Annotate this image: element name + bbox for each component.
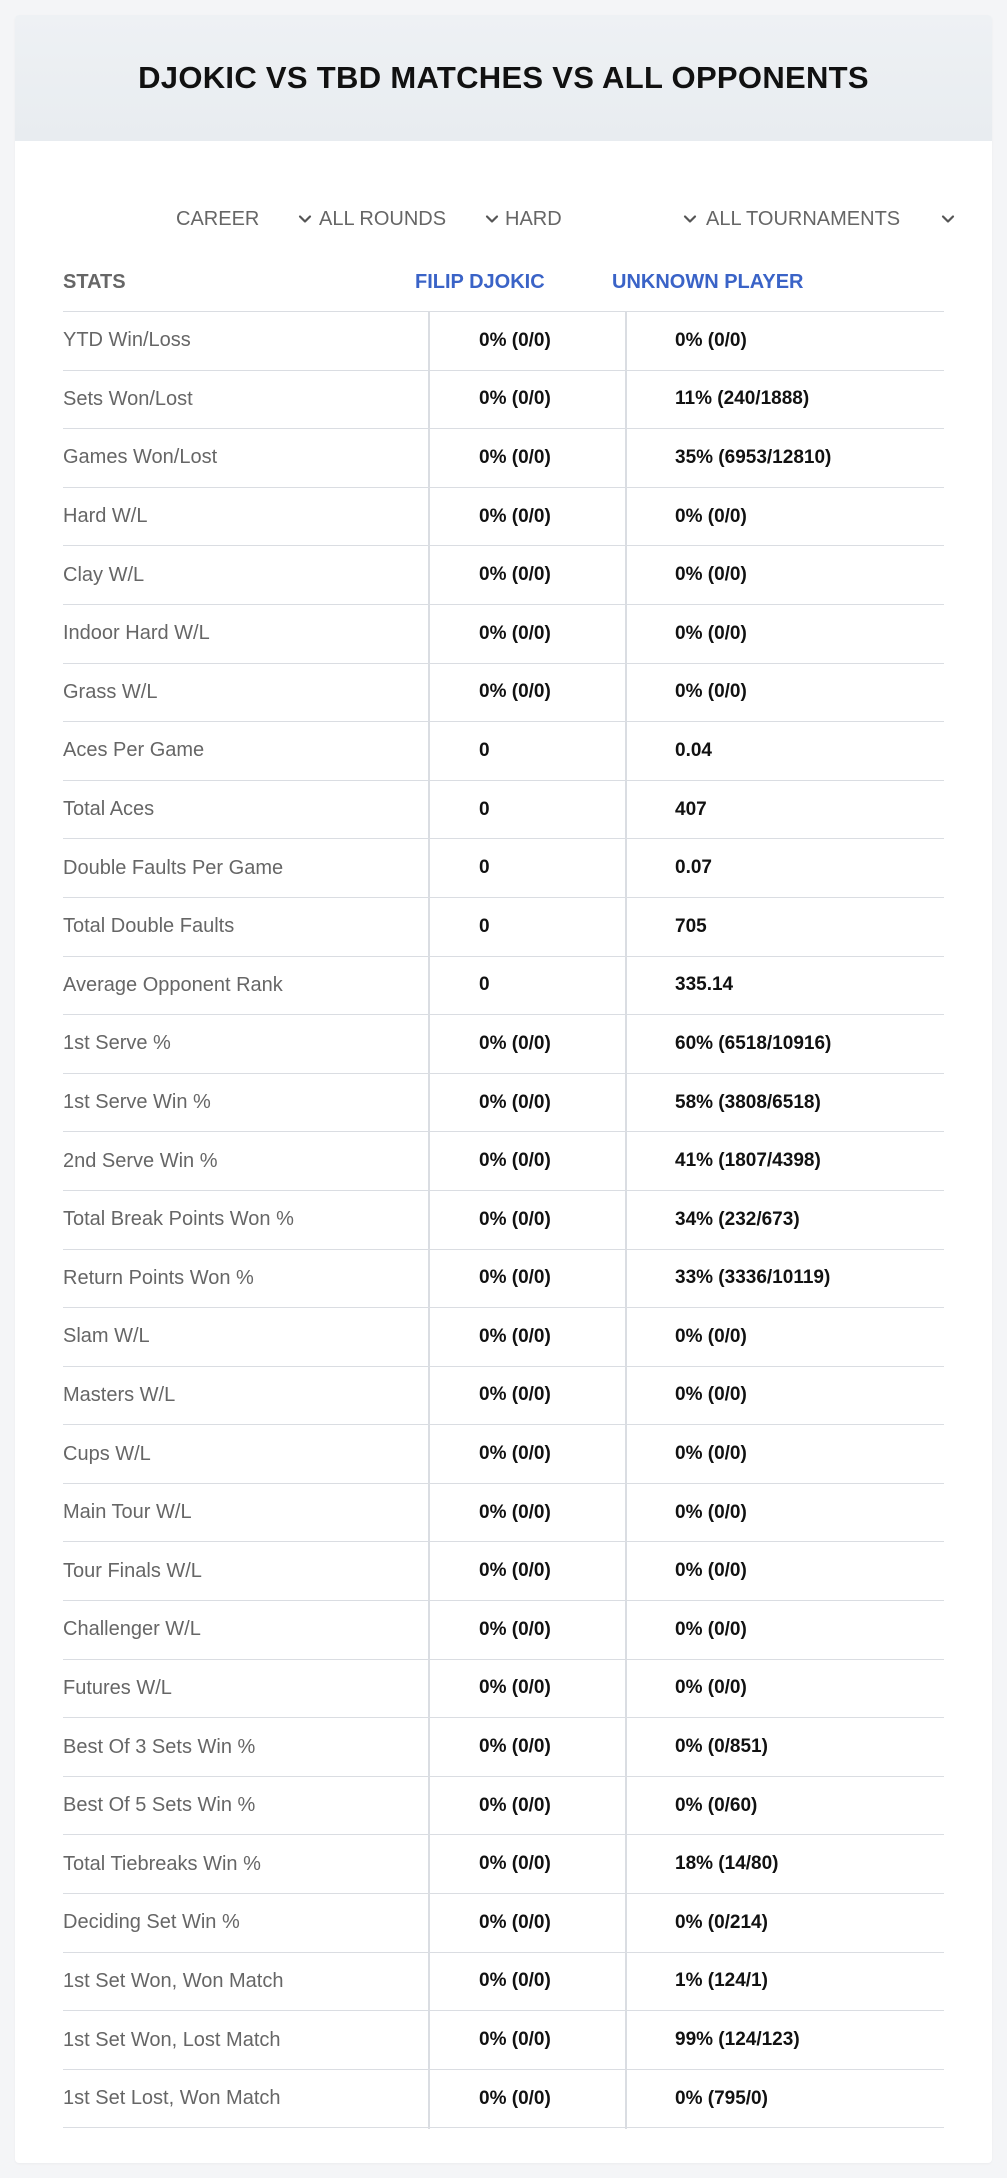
table-row bbox=[63, 1015, 944, 1074]
player1-value: 0% (0/0) bbox=[479, 1150, 551, 1172]
player1-value: 0% (0/0) bbox=[479, 1501, 551, 1523]
stat-label: Challenger W/L bbox=[63, 1618, 201, 1641]
column-divider bbox=[625, 1308, 627, 1367]
player1-value: 0% (0/0) bbox=[479, 1736, 551, 1758]
player2-value: 41% (1807/4398) bbox=[675, 1150, 821, 1172]
column-divider bbox=[428, 1308, 430, 1367]
page-title: DJOKIC VS TBD MATCHES VS ALL OPPONENTS bbox=[138, 60, 869, 95]
table-row bbox=[63, 1601, 944, 1660]
player2-value: 0% (0/0) bbox=[675, 1325, 747, 1347]
column-divider bbox=[625, 429, 627, 488]
stat-label: Masters W/L bbox=[63, 1383, 176, 1406]
table-row bbox=[63, 1367, 944, 1426]
column-divider bbox=[428, 1191, 430, 1250]
column-divider bbox=[428, 429, 430, 488]
player2-value: 0% (795/0) bbox=[675, 2087, 768, 2109]
stat-label: Slam W/L bbox=[63, 1325, 150, 1348]
stat-label: 1st Set Lost, Won Match bbox=[63, 2087, 281, 2110]
player2-value: 0% (0/214) bbox=[675, 1911, 768, 1933]
stats-card bbox=[15, 15, 992, 2163]
player1-value: 0% (0/0) bbox=[479, 2087, 551, 2109]
player2-value: 0% (0/60) bbox=[675, 1794, 758, 1816]
column-divider bbox=[428, 722, 430, 781]
stat-label: Best Of 5 Sets Win % bbox=[63, 1794, 256, 1817]
column-divider bbox=[625, 1191, 627, 1250]
player1-value: 0% (0/0) bbox=[479, 505, 551, 527]
column-divider bbox=[428, 1835, 430, 1894]
player2-value: 18% (14/80) bbox=[675, 1853, 779, 1875]
column-divider bbox=[625, 1601, 627, 1660]
player1-value: 0% (0/0) bbox=[479, 1267, 551, 1289]
player1-value: 0% (0/0) bbox=[479, 681, 551, 703]
column-divider bbox=[428, 1484, 430, 1543]
player1-value: 0% (0/0) bbox=[479, 1091, 551, 1113]
player1-value: 0 bbox=[479, 915, 490, 937]
chevron-down-icon bbox=[941, 212, 955, 226]
player2-value: 0% (0/0) bbox=[675, 681, 747, 703]
table-row bbox=[63, 781, 944, 840]
player1-value: 0 bbox=[479, 857, 490, 879]
player1-value: 0% (0/0) bbox=[479, 1970, 551, 1992]
stat-label: Main Tour W/L bbox=[63, 1501, 192, 1524]
player2-value: 33% (3336/10119) bbox=[675, 1267, 831, 1289]
player2-value: 11% (240/1888) bbox=[675, 388, 810, 410]
player1-value: 0% (0/0) bbox=[479, 446, 551, 468]
table-row bbox=[63, 1308, 944, 1367]
player1-value: 0% (0/0) bbox=[479, 564, 551, 586]
player2-value: 60% (6518/10916) bbox=[675, 1032, 832, 1054]
column-divider bbox=[625, 1894, 627, 1953]
player1-value: 0% (0/0) bbox=[479, 1618, 551, 1640]
player2-value: 0% (0/0) bbox=[675, 564, 747, 586]
table-row bbox=[63, 2070, 944, 2129]
stat-label: 1st Set Won, Lost Match bbox=[63, 2028, 281, 2051]
player2-value: 0.04 bbox=[675, 739, 712, 761]
surface-select[interactable] bbox=[505, 191, 697, 247]
player1-value: 0% (0/0) bbox=[479, 1911, 551, 1933]
stat-label: Indoor Hard W/L bbox=[63, 622, 210, 645]
table-row bbox=[63, 664, 944, 723]
player2-value: 58% (3808/6518) bbox=[675, 1091, 821, 1113]
column-divider bbox=[428, 1542, 430, 1601]
column-divider bbox=[428, 1250, 430, 1309]
stat-label: Deciding Set Win % bbox=[63, 1911, 240, 1934]
column-divider bbox=[625, 1953, 627, 2012]
player1-value: 0% (0/0) bbox=[479, 1560, 551, 1582]
column-divider bbox=[625, 1015, 627, 1074]
stat-label: Aces Per Game bbox=[63, 739, 205, 762]
column-divider bbox=[428, 1132, 430, 1191]
column-divider bbox=[625, 2011, 627, 2070]
player2-value: 0% (0/0) bbox=[675, 505, 747, 527]
stat-label: Hard W/L bbox=[63, 505, 148, 528]
player1-value: 0% (0/0) bbox=[479, 1443, 551, 1465]
stats-table bbox=[63, 253, 944, 2128]
column-divider bbox=[428, 2070, 430, 2129]
player2-value: 0% (0/0) bbox=[675, 1501, 747, 1523]
player2-value: 1% (124/1) bbox=[675, 1970, 768, 1992]
column-divider bbox=[428, 1660, 430, 1719]
player1-value: 0% (0/0) bbox=[479, 1032, 551, 1054]
chevron-down-icon bbox=[683, 212, 697, 226]
table-row bbox=[63, 1484, 944, 1543]
column-divider bbox=[625, 1777, 627, 1836]
filter-bar bbox=[15, 191, 992, 247]
table-row bbox=[63, 1777, 944, 1836]
column-divider bbox=[625, 1660, 627, 1719]
stat-label: Total Break Points Won % bbox=[63, 1208, 294, 1231]
player2-value: 0.07 bbox=[675, 857, 712, 879]
column-divider bbox=[625, 664, 627, 723]
table-row bbox=[63, 312, 944, 371]
column-divider bbox=[428, 605, 430, 664]
column-divider bbox=[428, 839, 430, 898]
stat-label: Total Aces bbox=[63, 798, 155, 821]
table-row bbox=[63, 1953, 944, 2012]
table-row bbox=[63, 898, 944, 957]
table-row bbox=[63, 1132, 944, 1191]
column-divider bbox=[625, 1484, 627, 1543]
stat-label: Grass W/L bbox=[63, 680, 158, 703]
stat-label: Tour Finals W/L bbox=[63, 1559, 202, 1582]
table-row bbox=[63, 1250, 944, 1309]
stat-label: Double Faults Per Game bbox=[63, 856, 284, 879]
table-row bbox=[63, 839, 944, 898]
player1-value: 0 bbox=[479, 798, 490, 820]
column-divider bbox=[428, 1425, 430, 1484]
column-divider bbox=[625, 605, 627, 664]
round-select[interactable] bbox=[319, 191, 499, 247]
player2-value: 34% (232/673) bbox=[675, 1208, 800, 1230]
player1-value: 0% (0/0) bbox=[479, 1794, 551, 1816]
column-divider bbox=[625, 781, 627, 840]
column-divider bbox=[625, 839, 627, 898]
column-divider bbox=[625, 546, 627, 605]
player1-value: 0% (0/0) bbox=[479, 388, 551, 410]
column-divider bbox=[428, 488, 430, 547]
player2-value: 0% (0/851) bbox=[675, 1736, 768, 1758]
player2-value: 0% (0/0) bbox=[675, 1677, 747, 1699]
chevron-down-icon bbox=[485, 212, 499, 226]
column-divider bbox=[428, 371, 430, 430]
column-divider bbox=[428, 1953, 430, 2012]
player2-value: 705 bbox=[675, 915, 707, 937]
player2-value: 0% (0/0) bbox=[675, 1443, 747, 1465]
column-divider bbox=[428, 898, 430, 957]
column-divider bbox=[428, 546, 430, 605]
player1-value: 0% (0/0) bbox=[479, 622, 551, 644]
stat-label: 1st Serve Win % bbox=[63, 1091, 211, 1114]
player2-value: 0% (0/0) bbox=[675, 1618, 747, 1640]
table-row bbox=[63, 957, 944, 1016]
stat-label: Cups W/L bbox=[63, 1442, 151, 1465]
column-divider bbox=[625, 1542, 627, 1601]
table-row bbox=[63, 371, 944, 430]
column-divider bbox=[428, 1367, 430, 1426]
player2-value: 0% (0/0) bbox=[675, 1560, 747, 1582]
column-divider bbox=[428, 1894, 430, 1953]
player2-value: 407 bbox=[675, 798, 707, 820]
period-select[interactable] bbox=[176, 191, 312, 247]
tournament-select[interactable] bbox=[706, 191, 955, 247]
column-divider bbox=[428, 1601, 430, 1660]
column-divider bbox=[625, 1132, 627, 1191]
stat-label: 1st Serve % bbox=[63, 1032, 171, 1055]
column-divider bbox=[625, 2070, 627, 2129]
table-row bbox=[63, 1718, 944, 1777]
player2-link[interactable]: UNKNOWN PLAYER bbox=[612, 271, 804, 293]
column-divider bbox=[625, 1250, 627, 1309]
column-divider bbox=[625, 1074, 627, 1133]
player1-value: 0% (0/0) bbox=[479, 329, 551, 351]
table-row bbox=[63, 1425, 944, 1484]
column-divider bbox=[428, 781, 430, 840]
column-divider bbox=[625, 1718, 627, 1777]
column-divider bbox=[625, 957, 627, 1016]
stat-label: Return Points Won % bbox=[63, 1266, 254, 1289]
column-divider bbox=[625, 1425, 627, 1484]
table-row bbox=[63, 546, 944, 605]
column-divider bbox=[428, 1777, 430, 1836]
table-row bbox=[63, 605, 944, 664]
player2-value: 35% (6953/12810) bbox=[675, 446, 832, 468]
tournament-select-value: ALL TOURNAMENTS bbox=[706, 207, 901, 230]
stat-label: Futures W/L bbox=[63, 1676, 172, 1699]
player1-value: 0 bbox=[479, 739, 490, 761]
table-row bbox=[63, 1542, 944, 1601]
column-divider bbox=[625, 312, 627, 371]
table-body bbox=[63, 312, 944, 2128]
table-header bbox=[63, 253, 944, 312]
column-divider bbox=[428, 1074, 430, 1133]
stat-label: Average Opponent Rank bbox=[63, 973, 283, 996]
column-divider bbox=[625, 488, 627, 547]
stat-label: Games Won/Lost bbox=[63, 446, 218, 469]
stat-label: Total Tiebreaks Win % bbox=[63, 1852, 261, 1875]
player2-value: 0% (0/0) bbox=[675, 1384, 747, 1406]
player1-value: 0% (0/0) bbox=[479, 2029, 551, 2051]
surface-select-value: HARD bbox=[505, 207, 562, 230]
table-row bbox=[63, 429, 944, 488]
stat-label: Sets Won/Lost bbox=[63, 387, 193, 410]
column-divider bbox=[625, 1367, 627, 1426]
table-row bbox=[63, 1835, 944, 1894]
period-select-value: CAREER bbox=[176, 207, 260, 230]
table-row bbox=[63, 1074, 944, 1133]
player1-value: 0% (0/0) bbox=[479, 1677, 551, 1699]
stat-label: 2nd Serve Win % bbox=[63, 1149, 218, 1172]
stat-label: YTD Win/Loss bbox=[63, 329, 191, 352]
player1-value: 0% (0/0) bbox=[479, 1853, 551, 1875]
column-divider bbox=[625, 898, 627, 957]
stat-label: Best Of 3 Sets Win % bbox=[63, 1735, 256, 1758]
player1-value: 0% (0/0) bbox=[479, 1208, 551, 1230]
player1-value: 0% (0/0) bbox=[479, 1325, 551, 1347]
page-header bbox=[15, 15, 992, 141]
column-divider bbox=[428, 664, 430, 723]
table-row bbox=[63, 1191, 944, 1250]
stat-label: Total Double Faults bbox=[63, 915, 235, 938]
player1-link[interactable]: FILIP DJOKIC bbox=[415, 271, 545, 293]
column-divider bbox=[428, 1718, 430, 1777]
player2-value: 0% (0/0) bbox=[675, 329, 747, 351]
round-select-value: ALL ROUNDS bbox=[319, 207, 447, 230]
column-divider bbox=[625, 371, 627, 430]
player2-value: 0% (0/0) bbox=[675, 622, 747, 644]
player1-value: 0% (0/0) bbox=[479, 1384, 551, 1406]
column-divider bbox=[625, 722, 627, 781]
player1-value: 0 bbox=[479, 974, 490, 996]
table-row bbox=[63, 722, 944, 781]
table-row bbox=[63, 488, 944, 547]
stats-column-header: STATS bbox=[63, 271, 126, 293]
player2-value: 335.14 bbox=[675, 974, 734, 996]
column-divider bbox=[625, 1835, 627, 1894]
column-divider bbox=[428, 2011, 430, 2070]
chevron-down-icon bbox=[298, 212, 312, 226]
column-divider bbox=[428, 957, 430, 1016]
column-divider bbox=[428, 1015, 430, 1074]
stat-label: Clay W/L bbox=[63, 563, 145, 586]
player2-value: 99% (124/123) bbox=[675, 2029, 800, 2051]
table-row bbox=[63, 1660, 944, 1719]
column-divider bbox=[428, 312, 430, 371]
table-row bbox=[63, 2011, 944, 2070]
stat-label: 1st Set Won, Won Match bbox=[63, 1969, 284, 1992]
table-row bbox=[63, 1894, 944, 1953]
